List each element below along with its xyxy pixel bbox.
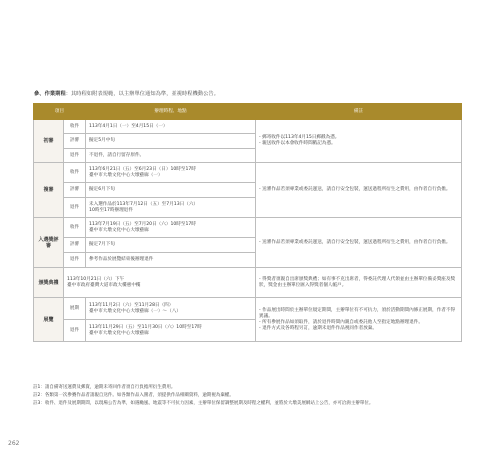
- footnote-1: 註1：請自備寄送運費及郵資，逾期未寄回作者須自行負擔所衍生費用。: [33, 385, 176, 390]
- row-kind: 評審: [64, 134, 86, 149]
- row-detail: 113年4月1日（一）至4月15日（一）: [86, 120, 256, 134]
- table-row: [34, 163, 462, 183]
- stage-remarks: - 送審作品若須專業或委託運送，請自行安全包裝，運送過程所衍生之費用，由作者自行負擔。: [256, 218, 462, 268]
- stage-name: 初審: [34, 120, 64, 163]
- row-detail: 擬定6月下旬: [86, 183, 256, 198]
- row-detail: 113年7月19日（五）至7月20日（六）10時至17時 臺中市大墩文化中心大墩藝廊: [86, 218, 256, 238]
- row-detail: 擬定5月中旬: [86, 134, 256, 149]
- table-row: [34, 298, 462, 320]
- row-detail: 不退件，請自行留存原件。: [86, 149, 256, 163]
- row-detail: 113年10月21日（六）下午 臺中市政府臺灣大道市政大樓惠中樓: [64, 268, 256, 298]
- stage-remarks: - 送審作品若須專業或委託運送，請自行安全包裝，運送過程所衍生之費用，由作者自行負擔。: [256, 163, 462, 218]
- intro-label: 參、作業期程: [34, 91, 66, 97]
- stage-name: 展覽: [34, 298, 64, 342]
- table-row: [34, 218, 462, 238]
- row-kind: 退件: [64, 149, 86, 163]
- row-kind: 收件: [64, 120, 86, 134]
- row-kind: 評審: [64, 238, 86, 253]
- row-kind: 評審: [64, 183, 86, 198]
- header-schedule: 辦理時程、地點: [86, 104, 256, 120]
- stage-remarks: - 作品展出時間於主辦單位規定期間，主辦單位有不可抗力，須於活動期間內修正展期，作者不得異議。 - 所有參展作品如須取件，請於退件時間內親自或委託他人至指定地點辦理退件。 - 退件方式及各時程另訂，逾期未退件作品視同作者放棄。: [256, 298, 462, 342]
- row-detail: 113年11月2日（六）至11月28日（四） 臺中市大墩文化中心大墩藝廊（一）～（八）: [86, 298, 256, 320]
- stage-name: 入選獎評審: [34, 218, 64, 268]
- stage-remarks: - 得獎者須親自出席頒獎典禮；如有事不克出席者，得委託代理人代領並由主辦單位備妥獎座及獎狀，獎金由主辦單位匯入得獎者個人帳戶。: [256, 268, 462, 298]
- intro-text: ：其時程如附表規範，以主辦單位通知為準，並視時程機動公告。: [65, 91, 220, 97]
- row-kind: 退件: [64, 198, 86, 218]
- stage-name: 複審: [34, 163, 64, 218]
- header-remarks: 備註: [256, 104, 462, 120]
- row-detail: 參考作品於展覽結束後辦理退件: [86, 253, 256, 268]
- page-number: 262: [8, 440, 20, 447]
- intro-line: [34, 90, 219, 97]
- schedule-table: [33, 103, 462, 342]
- table-header-row: [34, 104, 462, 120]
- stage-remarks: - 郵寄收件以113年4月15日郵戳為憑。 - 親送收件以本會收件時間戳記為憑。: [256, 120, 462, 163]
- table-row: [34, 120, 462, 134]
- row-detail: 未入選作品於113年7月12日（五）至7月13日（六） 10時至17時辦理退件: [86, 198, 256, 218]
- footnotes: [33, 384, 461, 408]
- row-kind: 退件: [64, 253, 86, 268]
- row-kind: 收件: [64, 218, 86, 238]
- row-kind: 退件: [64, 320, 86, 342]
- footnote-2: 註2：各類第一次參賽作品者請親自送件。如各類作品入圍者，須提供作品相關資料，逾期視為棄權。: [33, 393, 234, 398]
- row-detail: 113年6月21日（五）至6月23日（日）10時至17時 臺中市大墩文化中心大墩藝廊（一）: [86, 163, 256, 183]
- row-detail: 擬定7月下旬: [86, 238, 256, 253]
- footnote-3: 註3：收件、退件及展期期間，以現場公告為準，如遇颱風、地震等不可抗力因素，主辦單位保留調整展期及時程之權利，並將於大墩美展網站上公告，亦可洽詢主辦單位。: [33, 401, 374, 406]
- row-kind: 展期: [64, 298, 86, 320]
- header-item: 項目: [34, 104, 86, 120]
- stage-name: 頒獎典禮: [34, 268, 64, 298]
- table-row: [34, 268, 462, 298]
- row-kind: 收件: [64, 163, 86, 183]
- row-detail: 113年11月29日（五）至11月30日（六）10時至17時 臺中市大墩文化中心大墩藝廊: [86, 320, 256, 342]
